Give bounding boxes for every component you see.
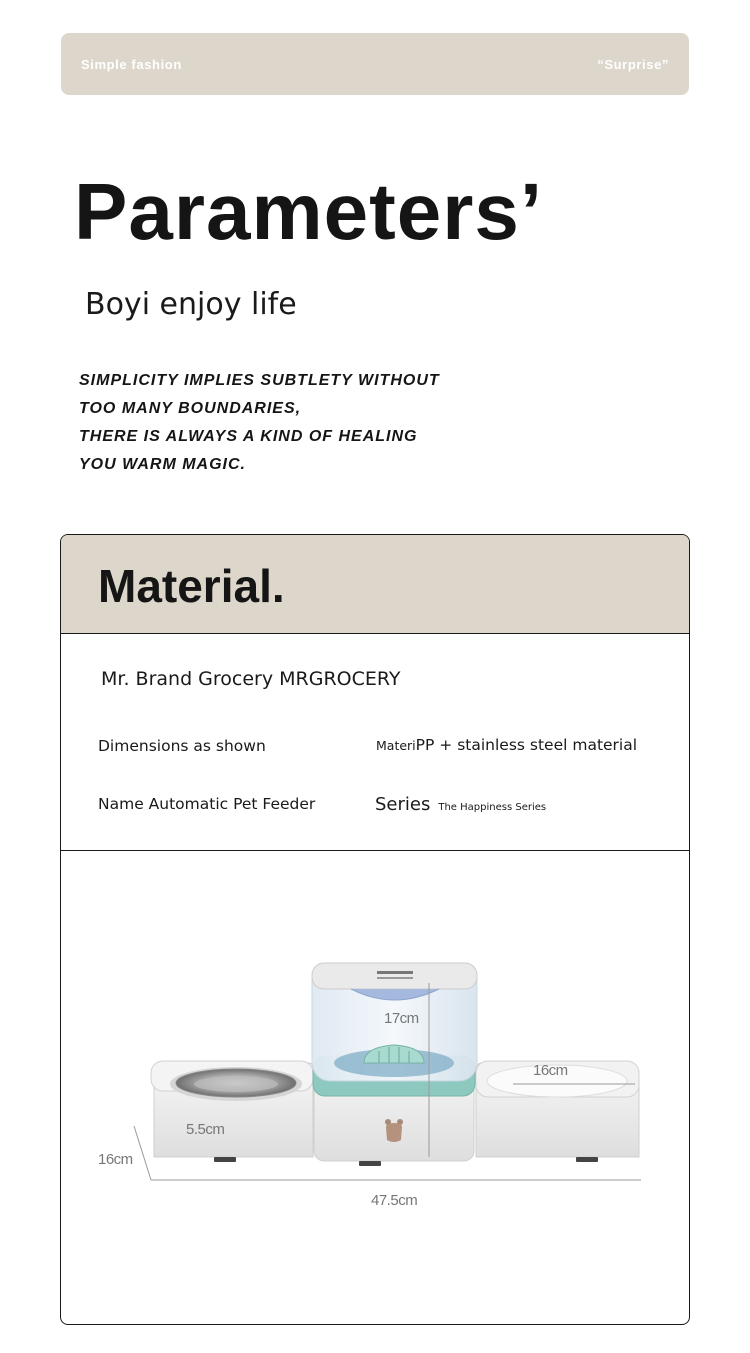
top-banner [61, 33, 689, 95]
series-label: Series [375, 794, 431, 815]
material-label: Materi [376, 738, 416, 753]
material-header [61, 535, 689, 634]
slogan-line: THERE IS ALWAYS A KIND OF HEALING [79, 428, 418, 445]
center-water-dispenser [312, 963, 477, 1166]
product-figure [61, 851, 689, 1324]
series-spec [375, 794, 546, 815]
banner-left-text: Simple fashion [81, 56, 182, 72]
slogan [79, 370, 440, 482]
slogan-line: YOU WARM MAGIC. [79, 456, 246, 473]
series-value: The Happiness Series [438, 802, 547, 813]
left-bowl [151, 1061, 313, 1162]
material-spec [376, 736, 637, 754]
pet-feeder-illustration [61, 851, 690, 1324]
height-label: 17cm [384, 1010, 419, 1027]
material-panel [60, 534, 690, 1325]
page-title: Parameters’ [74, 167, 544, 256]
bowl-width-label: 16cm [533, 1062, 568, 1079]
spec-list [61, 634, 689, 851]
slogan-line: SIMPLICITY IMPLIES SUBTLETY WITHOUT [79, 372, 440, 389]
material-value: PP + stainless steel material [415, 736, 638, 754]
depth-label: 16cm [98, 1151, 133, 1168]
slogan-line: TOO MANY BOUNDARIES, [79, 400, 302, 417]
brand-text: Mr. Brand Grocery MRGROCERY [101, 668, 401, 690]
length-label: 47.5cm [371, 1192, 418, 1209]
material-title: Material. [98, 560, 285, 612]
product-name-text: Name Automatic Pet Feeder [98, 795, 316, 813]
page-subtitle: Boyi enjoy life [85, 287, 297, 322]
bowl-depth-label: 5.5cm [186, 1121, 225, 1138]
dimensions-text: Dimensions as shown [98, 737, 266, 755]
banner-right-text: “Surprise” [597, 56, 669, 72]
